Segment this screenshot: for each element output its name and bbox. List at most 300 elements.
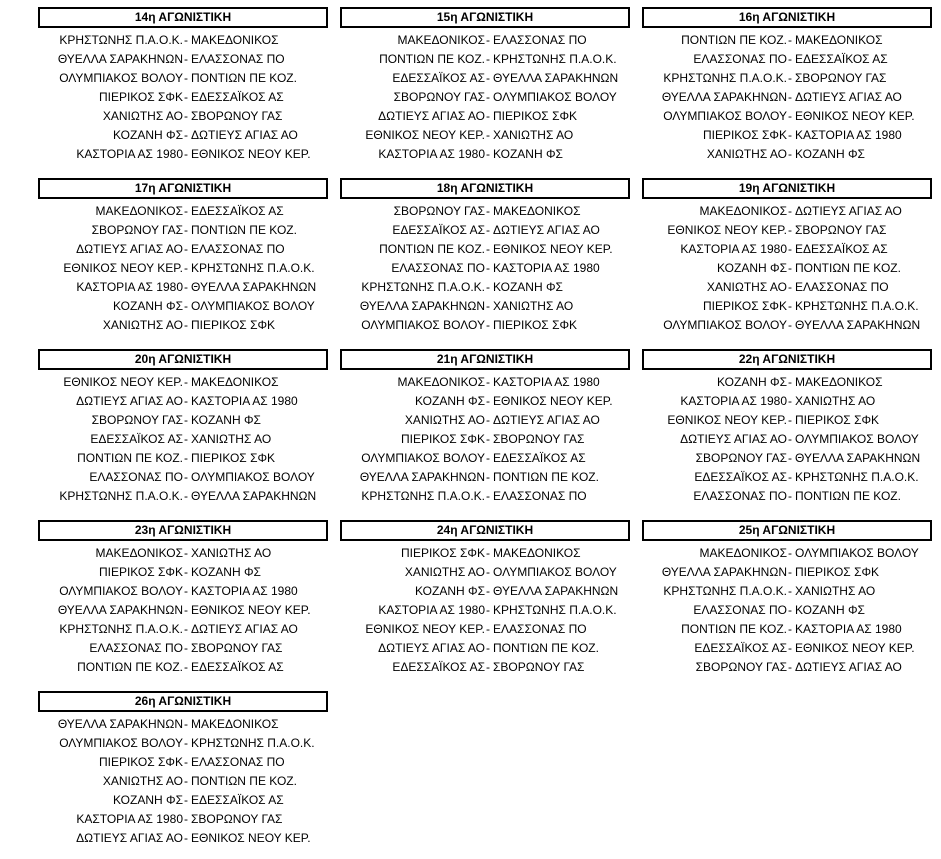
away-team: ΕΔΕΣΣΑΪΚΟΣ ΑΣ bbox=[191, 660, 284, 674]
home-team: ΘΥΕΛΛΑ ΣΑΡΑΚΗΝΩΝ bbox=[57, 717, 183, 731]
match-separator: - bbox=[486, 128, 490, 142]
away-team: ΧΑΝΙΩΤΗΣ ΑΟ bbox=[493, 299, 574, 313]
match-separator: - bbox=[184, 660, 188, 674]
away-team: ΜΑΚΕΔΟΝΙΚΟΣ bbox=[795, 375, 883, 389]
away-team: ΟΛΥΜΠΙΑΚΟΣ ΒΟΛΟΥ bbox=[493, 90, 617, 104]
match-separator: - bbox=[184, 261, 188, 275]
home-team: ΣΒΟΡΩΝΟΥ ΓΑΣ bbox=[695, 660, 787, 674]
match-separator: - bbox=[486, 71, 490, 85]
match-row bbox=[340, 278, 640, 297]
home-team: ΚΡΗΣΤΩΝΗΣ Π.Α.Ο.Κ. bbox=[59, 489, 183, 503]
home-team: ΜΑΚΕΔΟΝΙΚΟΣ bbox=[95, 546, 183, 560]
away-team: ΜΑΚΕΔΟΝΙΚΟΣ bbox=[493, 204, 581, 218]
match-separator: - bbox=[486, 584, 490, 598]
away-team: ΠΟΝΤΙΩΝ ΠΕ ΚΟΖ. bbox=[795, 489, 901, 503]
home-team: ΟΛΥΜΠΙΑΚΟΣ ΒΟΛΟΥ bbox=[361, 451, 485, 465]
away-team: ΣΒΟΡΩΝΟΥ ΓΑΣ bbox=[191, 109, 283, 123]
match-separator: - bbox=[486, 299, 490, 313]
match-separator: - bbox=[184, 147, 188, 161]
home-team: ΔΩΤΙΕΥΣ ΑΓΙΑΣ ΑΟ bbox=[378, 641, 485, 655]
match-separator: - bbox=[486, 261, 490, 275]
away-team: ΟΛΥΜΠΙΑΚΟΣ ΒΟΛΟΥ bbox=[795, 432, 919, 446]
match-row bbox=[38, 715, 338, 734]
away-team: ΕΔΕΣΣΑΪΚΟΣ ΑΣ bbox=[191, 204, 284, 218]
match-separator: - bbox=[788, 204, 792, 218]
match-separator: - bbox=[788, 470, 792, 484]
match-row bbox=[642, 582, 941, 601]
home-team: ΚΑΣΤΟΡΙΑ ΑΣ 1980 bbox=[76, 812, 183, 826]
away-team: ΚΡΗΣΤΩΝΗΣ Π.Α.Ο.Κ. bbox=[191, 261, 315, 275]
match-row bbox=[340, 202, 640, 221]
match-row bbox=[340, 658, 640, 677]
home-team: ΘΥΕΛΛΑ ΣΑΡΑΚΗΝΩΝ bbox=[661, 565, 787, 579]
match-row bbox=[38, 373, 338, 392]
match-row bbox=[340, 563, 640, 582]
match-separator: - bbox=[788, 128, 792, 142]
away-team: ΠΙΕΡΙΚΟΣ ΣΦΚ bbox=[493, 109, 578, 123]
match-row bbox=[38, 753, 338, 772]
match-row bbox=[340, 88, 640, 107]
away-team: ΚΟΖΑΝΗ ΦΣ bbox=[191, 565, 261, 579]
match-row bbox=[38, 601, 338, 620]
match-separator: - bbox=[486, 204, 490, 218]
match-separator: - bbox=[788, 90, 792, 104]
match-row bbox=[38, 202, 338, 221]
match-row bbox=[38, 297, 338, 316]
match-separator: - bbox=[788, 451, 792, 465]
match-row bbox=[38, 639, 338, 658]
away-team: ΜΑΚΕΔΟΝΙΚΟΣ bbox=[191, 33, 279, 47]
home-team: ΕΔΕΣΣΑΪΚΟΣ ΑΣ bbox=[694, 641, 787, 655]
away-team: ΟΛΥΜΠΙΑΚΟΣ ΒΟΛΟΥ bbox=[191, 470, 315, 484]
match-separator: - bbox=[184, 755, 188, 769]
away-team: ΠΟΝΤΙΩΝ ΠΕ ΚΟΖ. bbox=[493, 470, 599, 484]
away-team: ΟΛΥΜΠΙΑΚΟΣ ΒΟΛΟΥ bbox=[493, 565, 617, 579]
match-row bbox=[340, 240, 640, 259]
match-row bbox=[642, 202, 941, 221]
home-team: ΚΟΖΑΝΗ ΦΣ bbox=[415, 394, 485, 408]
match-separator: - bbox=[486, 109, 490, 123]
away-team: ΜΑΚΕΔΟΝΙΚΟΣ bbox=[191, 375, 279, 389]
away-team: ΔΩΤΙΕΥΣ ΑΓΙΑΣ ΑΟ bbox=[795, 90, 902, 104]
match-separator: - bbox=[788, 109, 792, 123]
home-team: ΘΥΕΛΛΑ ΣΑΡΑΚΗΝΩΝ bbox=[359, 299, 485, 313]
home-team: ΟΛΥΜΠΙΑΚΟΣ ΒΟΛΟΥ bbox=[59, 71, 183, 85]
away-team: ΔΩΤΙΕΥΣ ΑΓΙΑΣ ΑΟ bbox=[493, 223, 600, 237]
match-row bbox=[38, 69, 338, 88]
match-row bbox=[642, 430, 941, 449]
match-separator: - bbox=[788, 223, 792, 237]
match-separator: - bbox=[184, 736, 188, 750]
home-team: ΚΟΖΑΝΗ ΦΣ bbox=[415, 584, 485, 598]
match-row bbox=[38, 411, 338, 430]
away-team: ΕΔΕΣΣΑΪΚΟΣ ΑΣ bbox=[795, 242, 888, 256]
home-team: ΕΛΑΣΣΟΝΑΣ ΠΟ bbox=[89, 641, 183, 655]
home-team: ΚΑΣΤΟΡΙΑ ΑΣ 1980 bbox=[378, 147, 485, 161]
match-row bbox=[642, 126, 941, 145]
away-team: ΕΘΝΙΚΟΣ ΝΕΟΥ ΚΕΡ. bbox=[795, 641, 915, 655]
match-row bbox=[38, 829, 338, 848]
match-separator: - bbox=[486, 280, 490, 294]
match-separator: - bbox=[184, 641, 188, 655]
away-team: ΧΑΝΙΩΤΗΣ ΑΟ bbox=[191, 546, 272, 560]
away-team: ΧΑΝΙΩΤΗΣ ΑΟ bbox=[795, 394, 876, 408]
away-team: ΠΙΕΡΙΚΟΣ ΣΦΚ bbox=[493, 318, 578, 332]
match-separator: - bbox=[486, 90, 490, 104]
match-row bbox=[340, 620, 640, 639]
home-team: ΠΟΝΤΙΩΝ ΠΕ ΚΟΖ. bbox=[77, 451, 183, 465]
home-team: ΕΛΑΣΣΟΝΑΣ ΠΟ bbox=[693, 52, 787, 66]
match-row bbox=[38, 221, 338, 240]
home-team: ΚΑΣΤΟΡΙΑ ΑΣ 1980 bbox=[76, 280, 183, 294]
match-separator: - bbox=[486, 660, 490, 674]
match-separator: - bbox=[184, 128, 188, 142]
match-row bbox=[642, 373, 941, 392]
home-team: ΚΟΖΑΝΗ ΦΣ bbox=[717, 261, 787, 275]
match-row bbox=[340, 297, 640, 316]
match-separator: - bbox=[184, 223, 188, 237]
match-row bbox=[340, 468, 640, 487]
home-team: ΚΟΖΑΝΗ ΦΣ bbox=[113, 793, 183, 807]
home-team: ΣΒΟΡΩΝΟΥ ΓΑΣ bbox=[393, 204, 485, 218]
home-team: ΟΛΥΜΠΙΑΚΟΣ ΒΟΛΟΥ bbox=[361, 318, 485, 332]
match-separator: - bbox=[788, 641, 792, 655]
match-row bbox=[38, 430, 338, 449]
away-team: ΕΛΑΣΣΟΝΑΣ ΠΟ bbox=[795, 280, 889, 294]
away-team: ΧΑΝΙΩΤΗΣ ΑΟ bbox=[191, 432, 272, 446]
away-team: ΔΩΤΙΕΥΣ ΑΓΙΑΣ ΑΟ bbox=[191, 622, 298, 636]
match-row bbox=[38, 810, 338, 829]
away-team: ΚΑΣΤΟΡΙΑ ΑΣ 1980 bbox=[191, 394, 298, 408]
away-team: ΔΩΤΙΕΥΣ ΑΓΙΑΣ ΑΟ bbox=[795, 660, 902, 674]
away-team: ΕΛΑΣΣΟΝΑΣ ΠΟ bbox=[493, 33, 587, 47]
home-team: ΕΛΑΣΣΟΝΑΣ ΠΟ bbox=[693, 489, 787, 503]
home-team: ΟΛΥΜΠΙΑΚΟΣ ΒΟΛΟΥ bbox=[59, 584, 183, 598]
away-team: ΕΛΑΣΣΟΝΑΣ ΠΟ bbox=[493, 489, 587, 503]
match-separator: - bbox=[184, 793, 188, 807]
match-row bbox=[642, 145, 941, 164]
match-separator: - bbox=[486, 470, 490, 484]
match-separator: - bbox=[788, 52, 792, 66]
away-team: ΠΙΕΡΙΚΟΣ ΣΦΚ bbox=[795, 565, 880, 579]
match-separator: - bbox=[184, 603, 188, 617]
match-separator: - bbox=[184, 565, 188, 579]
match-separator: - bbox=[184, 242, 188, 256]
match-row bbox=[340, 449, 640, 468]
away-team: ΠΟΝΤΙΩΝ ΠΕ ΚΟΖ. bbox=[191, 71, 297, 85]
match-separator: - bbox=[184, 546, 188, 560]
match-row bbox=[38, 658, 338, 677]
match-row bbox=[642, 392, 941, 411]
away-team: ΚΟΖΑΝΗ ΦΣ bbox=[191, 413, 261, 427]
match-separator: - bbox=[184, 71, 188, 85]
match-row bbox=[642, 563, 941, 582]
match-separator: - bbox=[788, 394, 792, 408]
home-team: ΠΙΕΡΙΚΟΣ ΣΦΚ bbox=[98, 90, 183, 104]
match-row bbox=[38, 791, 338, 810]
match-separator: - bbox=[788, 318, 792, 332]
away-team: ΔΩΤΙΕΥΣ ΑΓΙΑΣ ΑΟ bbox=[191, 128, 298, 142]
home-team: ΜΑΚΕΔΟΝΙΚΟΣ bbox=[397, 33, 485, 47]
away-team: ΟΛΥΜΠΙΑΚΟΣ ΒΟΛΟΥ bbox=[795, 546, 919, 560]
home-team: ΕΛΑΣΣΟΝΑΣ ΠΟ bbox=[693, 603, 787, 617]
home-team: ΧΑΝΙΩΤΗΣ ΑΟ bbox=[404, 413, 485, 427]
home-team: ΘΥΕΛΛΑ ΣΑΡΑΚΗΝΩΝ bbox=[661, 90, 787, 104]
match-separator: - bbox=[486, 603, 490, 617]
home-team: ΔΩΤΙΕΥΣ ΑΓΙΑΣ ΑΟ bbox=[76, 242, 183, 256]
away-team: ΣΒΟΡΩΝΟΥ ΓΑΣ bbox=[795, 223, 887, 237]
home-team: ΧΑΝΙΩΤΗΣ ΑΟ bbox=[706, 280, 787, 294]
match-row bbox=[642, 601, 941, 620]
away-team: ΕΛΑΣΣΟΝΑΣ ΠΟ bbox=[191, 242, 285, 256]
match-separator: - bbox=[788, 375, 792, 389]
home-team: ΠΟΝΤΙΩΝ ΠΕ ΚΟΖ. bbox=[681, 33, 787, 47]
home-team: ΕΛΑΣΣΟΝΑΣ ΠΟ bbox=[89, 470, 183, 484]
away-team: ΕΔΕΣΣΑΪΚΟΣ ΑΣ bbox=[795, 52, 888, 66]
away-team: ΠΙΕΡΙΚΟΣ ΣΦΚ bbox=[191, 318, 276, 332]
match-separator: - bbox=[486, 546, 490, 560]
match-separator: - bbox=[486, 641, 490, 655]
match-separator: - bbox=[184, 394, 188, 408]
match-separator: - bbox=[184, 451, 188, 465]
match-separator: - bbox=[788, 603, 792, 617]
match-separator: - bbox=[184, 812, 188, 826]
home-team: ΚΟΖΑΝΗ ΦΣ bbox=[113, 128, 183, 142]
match-row bbox=[38, 392, 338, 411]
home-team: ΚΑΣΤΟΡΙΑ ΑΣ 1980 bbox=[76, 147, 183, 161]
home-team: ΕΘΝΙΚΟΣ ΝΕΟΥ ΚΕΡ. bbox=[365, 622, 485, 636]
away-team: ΔΩΤΙΕΥΣ ΑΓΙΑΣ ΑΟ bbox=[795, 204, 902, 218]
away-team: ΘΥΕΛΛΑ ΣΑΡΑΚΗΝΩΝ bbox=[191, 489, 317, 503]
home-team: ΚΡΗΣΤΩΝΗΣ Π.Α.Ο.Κ. bbox=[59, 33, 183, 47]
away-team: ΣΒΟΡΩΝΟΥ ΓΑΣ bbox=[493, 432, 585, 446]
home-team: ΚΑΣΤΟΡΙΑ ΑΣ 1980 bbox=[680, 242, 787, 256]
round-title: 25η ΑΓΩΝΙΣΤΙΚΗ bbox=[642, 520, 932, 541]
match-row bbox=[38, 240, 338, 259]
match-separator: - bbox=[486, 52, 490, 66]
away-team: ΚΡΗΣΤΩΝΗΣ Π.Α.Ο.Κ. bbox=[493, 603, 617, 617]
match-separator: - bbox=[486, 432, 490, 446]
home-team: ΠΙΕΡΙΚΟΣ ΣΦΚ bbox=[98, 755, 183, 769]
match-separator: - bbox=[788, 546, 792, 560]
round-title: 22η ΑΓΩΝΙΣΤΙΚΗ bbox=[642, 349, 932, 370]
match-row bbox=[38, 107, 338, 126]
match-row bbox=[38, 88, 338, 107]
match-separator: - bbox=[788, 33, 792, 47]
match-row bbox=[38, 145, 338, 164]
away-team: ΕΛΑΣΣΟΝΑΣ ΠΟ bbox=[493, 622, 587, 636]
away-team: ΕΘΝΙΚΟΣ ΝΕΟΥ ΚΕΡ. bbox=[795, 109, 915, 123]
home-team: ΟΛΥΜΠΙΑΚΟΣ ΒΟΛΟΥ bbox=[663, 109, 787, 123]
home-team: ΜΑΚΕΔΟΝΙΚΟΣ bbox=[95, 204, 183, 218]
away-team: ΕΛΑΣΣΟΝΑΣ ΠΟ bbox=[191, 755, 285, 769]
home-team: ΜΑΚΕΔΟΝΙΚΟΣ bbox=[699, 546, 787, 560]
match-row bbox=[642, 221, 941, 240]
away-team: ΠΟΝΤΙΩΝ ΠΕ ΚΟΖ. bbox=[493, 641, 599, 655]
match-row bbox=[340, 544, 640, 563]
away-team: ΕΘΝΙΚΟΣ ΝΕΟΥ ΚΕΡ. bbox=[191, 603, 311, 617]
match-separator: - bbox=[486, 489, 490, 503]
away-team: ΕΘΝΙΚΟΣ ΝΕΟΥ ΚΕΡ. bbox=[191, 147, 311, 161]
match-row bbox=[340, 582, 640, 601]
match-separator: - bbox=[184, 774, 188, 788]
match-row bbox=[642, 487, 941, 506]
home-team: ΟΛΥΜΠΙΑΚΟΣ ΒΟΛΟΥ bbox=[663, 318, 787, 332]
away-team: ΕΘΝΙΚΟΣ ΝΕΟΥ ΚΕΡ. bbox=[493, 242, 613, 256]
match-row bbox=[38, 582, 338, 601]
home-team: ΚΡΗΣΤΩΝΗΣ Π.Α.Ο.Κ. bbox=[663, 71, 787, 85]
away-team: ΘΥΕΛΛΑ ΣΑΡΑΚΗΝΩΝ bbox=[493, 71, 619, 85]
match-row bbox=[642, 69, 941, 88]
match-separator: - bbox=[184, 584, 188, 598]
away-team: ΣΒΟΡΩΝΟΥ ΓΑΣ bbox=[191, 641, 283, 655]
away-team: ΚΑΣΤΟΡΙΑ ΑΣ 1980 bbox=[795, 622, 902, 636]
match-row bbox=[38, 126, 338, 145]
round-title: 18η ΑΓΩΝΙΣΤΙΚΗ bbox=[340, 178, 630, 199]
match-separator: - bbox=[788, 299, 792, 313]
home-team: ΕΛΑΣΣΟΝΑΣ ΠΟ bbox=[391, 261, 485, 275]
away-team: ΕΔΕΣΣΑΪΚΟΣ ΑΣ bbox=[191, 90, 284, 104]
home-team: ΠΙΕΡΙΚΟΣ ΣΦΚ bbox=[98, 565, 183, 579]
away-team: ΣΒΟΡΩΝΟΥ ΓΑΣ bbox=[493, 660, 585, 674]
home-team: ΔΩΤΙΕΥΣ ΑΓΙΑΣ ΑΟ bbox=[76, 394, 183, 408]
home-team: ΚΡΗΣΤΩΝΗΣ Π.Α.Ο.Κ. bbox=[59, 622, 183, 636]
match-row bbox=[642, 31, 941, 50]
away-team: ΜΑΚΕΔΟΝΙΚΟΣ bbox=[191, 717, 279, 731]
away-team: ΣΒΟΡΩΝΟΥ ΓΑΣ bbox=[795, 71, 887, 85]
match-row bbox=[38, 563, 338, 582]
match-separator: - bbox=[788, 622, 792, 636]
away-team: ΕΘΝΙΚΟΣ ΝΕΟΥ ΚΕΡ. bbox=[493, 394, 613, 408]
home-team: ΘΥΕΛΛΑ ΣΑΡΑΚΗΝΩΝ bbox=[359, 470, 485, 484]
match-row bbox=[340, 392, 640, 411]
home-team: ΚΑΣΤΟΡΙΑ ΑΣ 1980 bbox=[378, 603, 485, 617]
away-team: ΣΒΟΡΩΝΟΥ ΓΑΣ bbox=[191, 812, 283, 826]
match-row bbox=[340, 145, 640, 164]
home-team: ΘΥΕΛΛΑ ΣΑΡΑΚΗΝΩΝ bbox=[57, 603, 183, 617]
home-team: ΠΟΝΤΙΩΝ ΠΕ ΚΟΖ. bbox=[379, 52, 485, 66]
match-row bbox=[38, 544, 338, 563]
home-team: ΠΟΝΤΙΩΝ ΠΕ ΚΟΖ. bbox=[77, 660, 183, 674]
home-team: ΠΙΕΡΙΚΟΣ ΣΦΚ bbox=[400, 432, 485, 446]
match-separator: - bbox=[184, 413, 188, 427]
match-row bbox=[38, 468, 338, 487]
home-team: ΚΟΖΑΝΗ ΦΣ bbox=[113, 299, 183, 313]
match-separator: - bbox=[184, 717, 188, 731]
away-team: ΠΟΝΤΙΩΝ ΠΕ ΚΟΖ. bbox=[191, 223, 297, 237]
away-team: ΚΑΣΤΟΡΙΑ ΑΣ 1980 bbox=[795, 128, 902, 142]
match-separator: - bbox=[486, 413, 490, 427]
home-team: ΕΘΝΙΚΟΣ ΝΕΟΥ ΚΕΡ. bbox=[365, 128, 485, 142]
away-team: ΕΔΕΣΣΑΪΚΟΣ ΑΣ bbox=[493, 451, 586, 465]
home-team: ΚΑΣΤΟΡΙΑ ΑΣ 1980 bbox=[680, 394, 787, 408]
away-team: ΜΑΚΕΔΟΝΙΚΟΣ bbox=[493, 546, 581, 560]
match-row bbox=[642, 658, 941, 677]
match-row bbox=[340, 373, 640, 392]
home-team: ΕΔΕΣΣΑΪΚΟΣ ΑΣ bbox=[90, 432, 183, 446]
away-team: ΘΥΕΛΛΑ ΣΑΡΑΚΗΝΩΝ bbox=[795, 318, 921, 332]
home-team: ΚΡΗΣΤΩΝΗΣ Π.Α.Ο.Κ. bbox=[361, 489, 485, 503]
match-separator: - bbox=[486, 147, 490, 161]
away-team: ΚΑΣΤΟΡΙΑ ΑΣ 1980 bbox=[493, 375, 600, 389]
home-team: ΚΡΗΣΤΩΝΗΣ Π.Α.Ο.Κ. bbox=[361, 280, 485, 294]
away-team: ΚΟΖΑΝΗ ΦΣ bbox=[493, 280, 563, 294]
match-separator: - bbox=[788, 584, 792, 598]
match-separator: - bbox=[184, 831, 188, 845]
match-separator: - bbox=[184, 52, 188, 66]
home-team: ΕΔΕΣΣΑΪΚΟΣ ΑΣ bbox=[392, 223, 485, 237]
home-team: ΔΩΤΙΕΥΣ ΑΓΙΑΣ ΑΟ bbox=[76, 831, 183, 845]
match-separator: - bbox=[788, 413, 792, 427]
away-team: ΟΛΥΜΠΙΑΚΟΣ ΒΟΛΟΥ bbox=[191, 299, 315, 313]
match-separator: - bbox=[184, 33, 188, 47]
match-separator: - bbox=[184, 204, 188, 218]
match-separator: - bbox=[184, 470, 188, 484]
home-team: ΔΩΤΙΕΥΣ ΑΓΙΑΣ ΑΟ bbox=[378, 109, 485, 123]
home-team: ΟΛΥΜΠΙΑΚΟΣ ΒΟΛΟΥ bbox=[59, 736, 183, 750]
match-row bbox=[642, 278, 941, 297]
match-separator: - bbox=[788, 71, 792, 85]
home-team: ΠΟΝΤΙΩΝ ΠΕ ΚΟΖ. bbox=[681, 622, 787, 636]
match-separator: - bbox=[184, 318, 188, 332]
match-separator: - bbox=[788, 147, 792, 161]
home-team: ΧΑΝΙΩΤΗΣ ΑΟ bbox=[404, 565, 485, 579]
match-row bbox=[340, 411, 640, 430]
round-title: 14η ΑΓΩΝΙΣΤΙΚΗ bbox=[38, 7, 328, 28]
home-team: ΧΑΝΙΩΤΗΣ ΑΟ bbox=[102, 774, 183, 788]
match-separator: - bbox=[184, 432, 188, 446]
match-row bbox=[38, 734, 338, 753]
match-row bbox=[340, 31, 640, 50]
match-row bbox=[642, 468, 941, 487]
match-separator: - bbox=[184, 375, 188, 389]
match-row bbox=[642, 544, 941, 563]
home-team: ΕΘΝΙΚΟΣ ΝΕΟΥ ΚΕΡ. bbox=[63, 375, 183, 389]
match-row bbox=[340, 259, 640, 278]
away-team: ΠΟΝΤΙΩΝ ΠΕ ΚΟΖ. bbox=[795, 261, 901, 275]
home-team: ΧΑΝΙΩΤΗΣ ΑΟ bbox=[102, 109, 183, 123]
match-row bbox=[340, 221, 640, 240]
match-separator: - bbox=[486, 223, 490, 237]
match-row bbox=[38, 316, 338, 335]
away-team: ΚΡΗΣΤΩΝΗΣ Π.Α.Ο.Κ. bbox=[795, 299, 919, 313]
match-row bbox=[642, 297, 941, 316]
home-team: ΕΔΕΣΣΑΪΚΟΣ ΑΣ bbox=[392, 71, 485, 85]
match-row bbox=[340, 107, 640, 126]
away-team: ΚΑΣΤΟΡΙΑ ΑΣ 1980 bbox=[493, 261, 600, 275]
match-row bbox=[38, 487, 338, 506]
round-title: 15η ΑΓΩΝΙΣΤΙΚΗ bbox=[340, 7, 630, 28]
away-team: ΧΑΝΙΩΤΗΣ ΑΟ bbox=[795, 584, 876, 598]
match-separator: - bbox=[788, 280, 792, 294]
match-row bbox=[340, 50, 640, 69]
match-row bbox=[642, 639, 941, 658]
match-separator: - bbox=[184, 299, 188, 313]
round-title: 17η ΑΓΩΝΙΣΤΙΚΗ bbox=[38, 178, 328, 199]
match-row bbox=[38, 449, 338, 468]
away-team: ΚΡΗΣΤΩΝΗΣ Π.Α.Ο.Κ. bbox=[493, 52, 617, 66]
match-row bbox=[642, 620, 941, 639]
away-team: ΕΘΝΙΚΟΣ ΝΕΟΥ ΚΕΡ. bbox=[191, 831, 311, 845]
match-row bbox=[642, 411, 941, 430]
away-team: ΧΑΝΙΩΤΗΣ ΑΟ bbox=[493, 128, 574, 142]
home-team: ΚΡΗΣΤΩΝΗΣ Π.Α.Ο.Κ. bbox=[663, 584, 787, 598]
away-team: ΘΥΕΛΛΑ ΣΑΡΑΚΗΝΩΝ bbox=[795, 451, 921, 465]
home-team: ΕΘΝΙΚΟΣ ΝΕΟΥ ΚΕΡ. bbox=[667, 413, 787, 427]
match-separator: - bbox=[788, 660, 792, 674]
away-team: ΠΙΕΡΙΚΟΣ ΣΦΚ bbox=[191, 451, 276, 465]
match-row bbox=[642, 259, 941, 278]
